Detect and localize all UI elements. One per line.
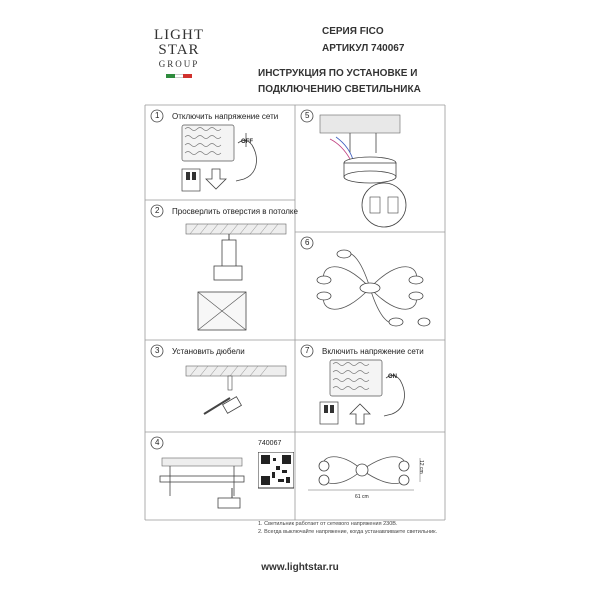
- step-1-illustration: [150, 109, 290, 197]
- article-label: АРТИКУЛ 740067: [322, 43, 405, 54]
- step-6-illustration: [300, 236, 440, 336]
- step-7-label: Включить напряжение сети: [322, 347, 424, 356]
- product-drawing: [300, 440, 440, 510]
- step-7-illustration: [300, 344, 440, 430]
- step-3-illustration: [150, 344, 290, 428]
- step-2-label: Просверлить отверстия в потолке: [172, 207, 298, 216]
- step-3-number: 3: [155, 346, 160, 355]
- title-line1: ИНСТРУКЦИЯ ПО УСТАНОВКЕ И: [258, 68, 418, 79]
- height-dimension: 12 cm: [418, 460, 424, 474]
- website-link[interactable]: www.lightstar.ru: [261, 562, 339, 573]
- step-7-number: 7: [305, 346, 310, 355]
- step-2-illustration: [150, 204, 290, 338]
- step-5-number: 5: [305, 111, 310, 120]
- step-1-label: Отключить напряжение сети: [172, 112, 279, 121]
- title-line2: ПОДКЛЮЧЕНИЮ СВЕТИЛЬНИКА: [258, 84, 421, 95]
- qr-code-icon: [258, 452, 294, 492]
- note-2: 2. Всегда выключайте напряжение, когда устанавливаете светильник.: [258, 529, 438, 535]
- step-6-number: 6: [305, 238, 310, 247]
- step-1-switch-text: OFF: [241, 139, 253, 145]
- series-label: СЕРИЯ FICO: [322, 26, 384, 37]
- step-5-illustration: [300, 109, 440, 229]
- step-1-number: 1: [155, 111, 160, 120]
- step-2-number: 2: [155, 206, 160, 215]
- step-4-number: 4: [155, 438, 160, 447]
- logo-line1: LIGHT: [154, 27, 204, 43]
- logo-line2: STAR: [158, 42, 200, 58]
- step-7-switch-text: ON: [388, 374, 397, 380]
- note-1: 1. Светильник работает от сетевого напряжения 230В.: [258, 521, 398, 527]
- step-3-label: Установить дюбели: [172, 347, 245, 356]
- width-dimension: 61 cm: [355, 494, 369, 500]
- product-article: 740067: [258, 440, 282, 447]
- logo-line3: GROUP: [158, 59, 200, 69]
